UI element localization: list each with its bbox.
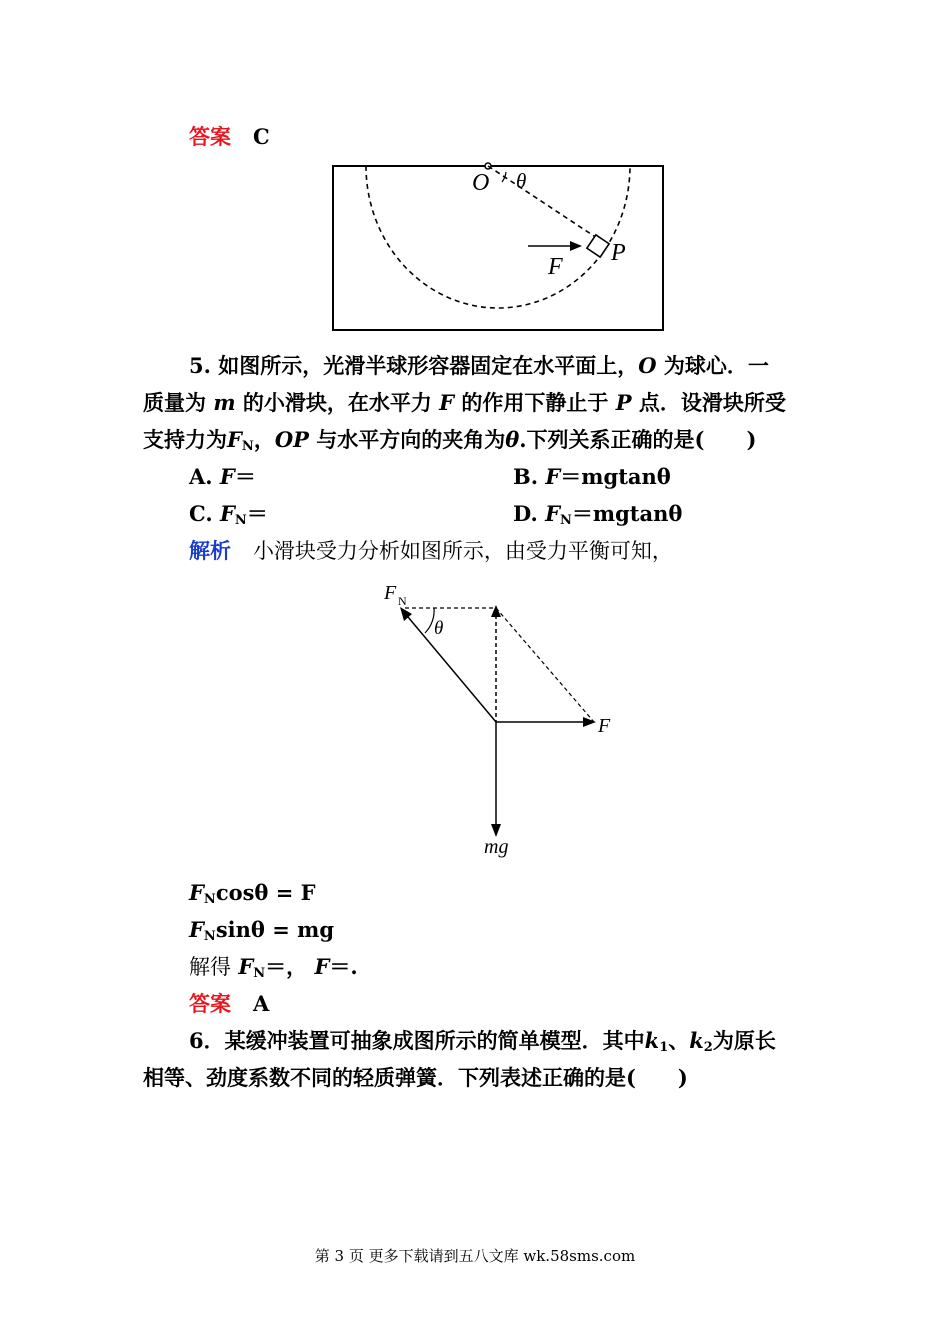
- q5-symbol-FN: F: [227, 427, 242, 452]
- option-C: [189, 501, 268, 534]
- eq3-F: F: [238, 954, 254, 979]
- label-theta: θ: [516, 169, 527, 193]
- eq2-rest: sinθ = mg: [215, 917, 335, 942]
- q6-text-1b: 为原长: [712, 1028, 776, 1053]
- eq2-sub: N: [203, 929, 216, 944]
- q5-text-1b: 为球心．一: [663, 353, 769, 378]
- label-F: F: [548, 254, 563, 280]
- q6-k2-sub: 2: [703, 1040, 713, 1055]
- dashed-vertical-head: [491, 605, 501, 617]
- q5-text-3d: .下列关系正确的是( ): [519, 427, 757, 452]
- option-C-text: ＝: [246, 501, 268, 526]
- q5-subscript-N: N: [241, 439, 254, 454]
- option-B-label: B.: [513, 464, 539, 489]
- label-mg: mg: [484, 836, 509, 858]
- eq1-rest: cosθ = F: [215, 880, 316, 905]
- q6-text-1a: ．某缓冲装置可抽象成图所示的简单模型．其中: [203, 1028, 645, 1053]
- q5-text-1: 如图所示，光滑半球形容器固定在水平面上，: [218, 353, 639, 378]
- page-footer: 第 3 页 更多下载请到五八文库 wk.58sms.com: [314, 1247, 636, 1265]
- q5-symbol-OP: OP: [274, 427, 309, 452]
- option-B-text: ＝mgtanθ: [560, 464, 671, 489]
- equation-1: [189, 880, 316, 913]
- eq3-prefix: 解得: [189, 955, 231, 979]
- option-C-sub: N: [234, 513, 247, 528]
- q5-symbol-theta: θ: [505, 427, 520, 452]
- q5-symbol-m: m: [213, 390, 236, 415]
- q5-text-3c: 与水平方向的夹角为: [316, 427, 506, 452]
- force-arrow-head: [570, 241, 582, 251]
- q5-text-2c: 的作用下静止于: [461, 390, 609, 415]
- q5-answer: [189, 991, 269, 1017]
- q5-text-2b: 的小滑块，在水平力: [242, 390, 432, 415]
- eq1-sub: N: [203, 892, 216, 907]
- eq3-sub: N: [253, 966, 266, 981]
- option-A-label: A.: [189, 464, 213, 489]
- force-diagram: [370, 575, 630, 865]
- eq3-eq: ＝，: [265, 954, 308, 979]
- analysis-label: 解析: [189, 538, 231, 563]
- answer-value: C: [252, 124, 270, 149]
- option-A-text: ＝: [234, 464, 256, 489]
- eq1-F: F: [189, 880, 204, 905]
- option-B: [513, 464, 671, 490]
- q5-number: 5.: [189, 353, 211, 378]
- option-C-label: C.: [189, 501, 213, 526]
- q6-number: 6: [189, 1028, 204, 1053]
- q5-answer-value: A: [252, 991, 270, 1016]
- slider-block: [587, 235, 609, 257]
- eq3-F2: F: [314, 954, 330, 979]
- label-O: O: [472, 170, 490, 196]
- eq2-F: F: [189, 917, 204, 942]
- option-D: [513, 501, 682, 534]
- option-A: [189, 464, 256, 490]
- option-D-sub: N: [560, 513, 572, 528]
- label-FN-sub: N: [398, 594, 407, 608]
- equation-2: [189, 917, 334, 950]
- eq3-end: ＝.: [329, 954, 358, 979]
- answer-label: 答案: [189, 124, 231, 149]
- label-P: P: [611, 240, 626, 266]
- q5-symbol-F: F: [439, 390, 455, 415]
- equation-3: [189, 954, 358, 987]
- q6-k2: k: [689, 1028, 704, 1053]
- q5-answer-label: 答案: [189, 991, 231, 1016]
- q5-text-3b: ，: [253, 427, 275, 452]
- theta-arc-2: [425, 608, 434, 633]
- q5-text-2d: 点．设滑块所受: [638, 390, 786, 415]
- f-arrow-head: [583, 717, 596, 727]
- q5-text-2a: 质量为: [143, 390, 206, 415]
- q5-text-3a: 支持力为: [143, 427, 227, 452]
- option-B-F: F: [545, 464, 561, 489]
- analysis: [189, 538, 673, 564]
- fn-arrow-line: [403, 611, 496, 722]
- previous-answer: [189, 124, 270, 150]
- label-theta-2: θ: [434, 618, 444, 639]
- q6-k1-sub: 1: [659, 1040, 669, 1055]
- label-F-2: F: [598, 715, 611, 737]
- q5-symbol-P: P: [615, 390, 632, 415]
- q6-sep: 、: [668, 1028, 690, 1053]
- option-D-text: ＝mgtanθ: [571, 501, 683, 526]
- option-A-F: F: [219, 464, 235, 489]
- label-FN: F: [384, 582, 397, 604]
- q5-symbol-O: O: [638, 353, 657, 378]
- dashed-diagonal: [496, 608, 594, 722]
- option-D-F: F: [545, 501, 561, 526]
- q6-text-2: 相等、劲度系数不同的轻质弹簧．下列表述正确的是( ): [143, 1065, 688, 1090]
- q5-line-2: [143, 390, 786, 416]
- q5-line-1: [189, 353, 769, 379]
- hemisphere-arc: [366, 166, 630, 308]
- q6-k1: k: [644, 1028, 660, 1053]
- q6-line-1: [189, 1028, 776, 1061]
- q6-line-2: [143, 1065, 688, 1091]
- q5-line-3: [143, 427, 756, 460]
- option-D-label: D.: [513, 501, 538, 526]
- analysis-text: 小滑块受力分析如图所示，由受力平衡可知，: [252, 539, 673, 563]
- hemisphere-figure: [330, 160, 668, 336]
- option-C-F: F: [219, 501, 235, 526]
